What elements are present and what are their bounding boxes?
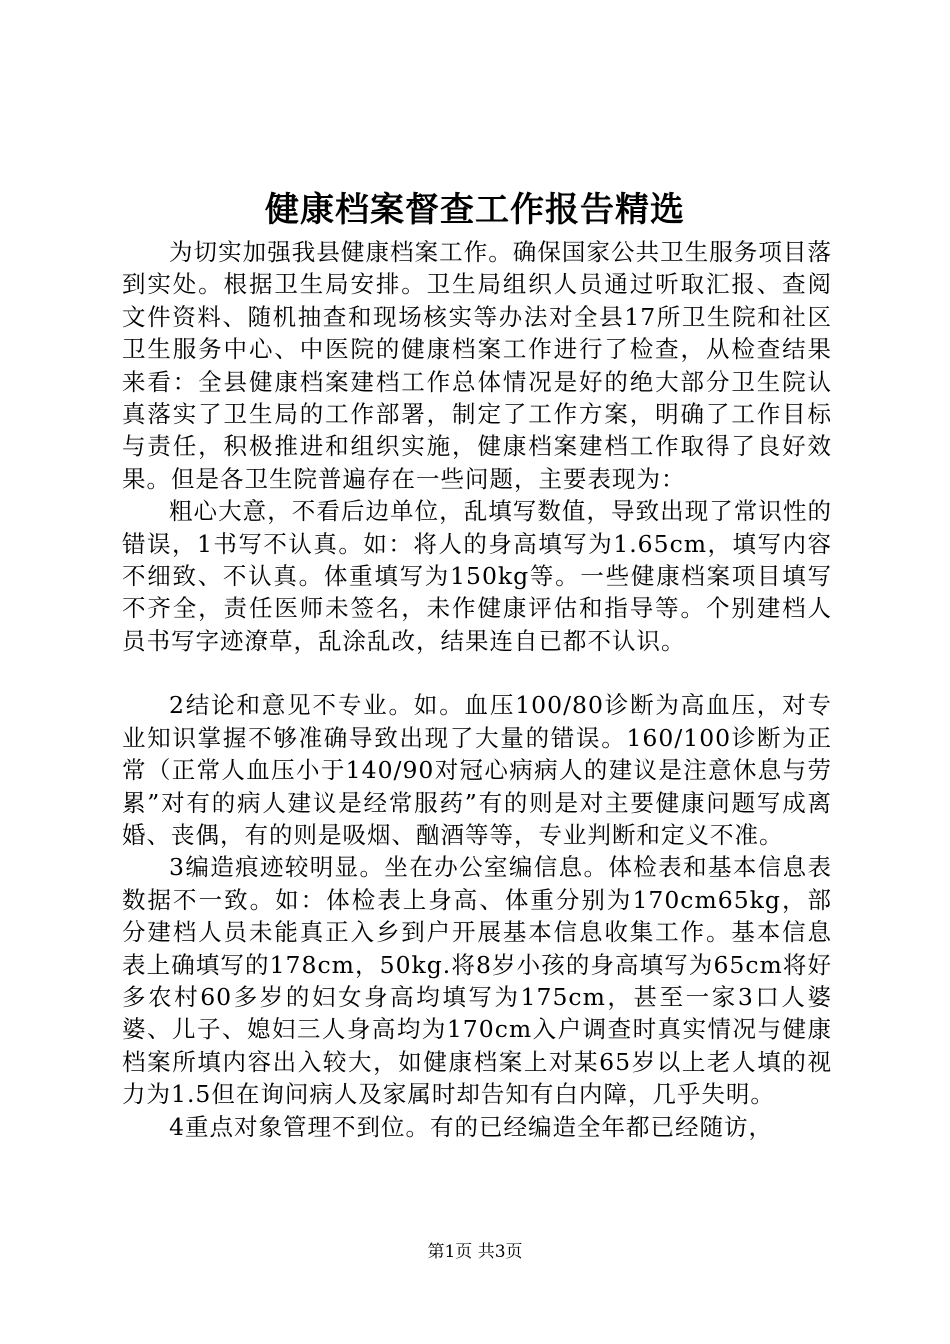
paragraph-intro: 为切实加强我县健康档案工作。确保国家公共卫生服务项目落到实处。根据卫生局安排。卫生局组织人员通过听取汇报、查阅文件资料、随机抽查和现场核实等办法对全县17所卫生院和社区卫生服务中心、中医院的健康档案工作进行了检查，从检查结果来看：全县健康档案建档工作总体情况是好的绝大部分卫生院认真落实了卫生局的工作部署，制定了工作方案，明确了工作目标与责任，积极推进和组织实施，健康档案建档工作取得了良好效果。但是各卫生院普遍存在一些问题，主要表现为： [122, 238, 832, 493]
paragraph-issue-1: 粗心大意，不看后边单位，乱填写数值，导致出现了常识性的错误，1书写不认真。如：将人的身高填写为1.65cm，填写内容不细致、不认真。体重填写为150kg等。一些健康档案项目填写不齐全，责任医师未签名，未作健康评估和指导等。个别建档人员书写字迹潦草，乱涂乱改，结果连自已都不认识。 [122, 497, 832, 655]
paragraph-issue-2: 2结论和意见不专业。如。血压100/80诊断为高血压，对专业知识掌握不够准确导致出现了大量的错误。160/100诊断为正常（正常人血压小于140/90对冠心病病人的建议是注意休息与劳累”对有的病人建议是经常服药”有的则是对主要健康问题写成离婚、丧偶，有的则是吸烟、酗酒等等，专业判断和定义不准。 [122, 691, 832, 849]
page-footer: 第1页 共3页 [427, 1242, 523, 1262]
paragraph-issue-3: 3编造痕迹较明显。坐在办公室编信息。体检表和基本信息表数据不一致。如：体检表上身高、体重分别为170cm65kg，部分建档人员未能真正入乡到户开展基本信息收集工作。基本信息表上确填写的178cm，50kg.将8岁小孩的身高填写为65cm将好多农村60多岁的妇女身高均填写为175cm，甚至一家3口人婆婆、儿子、媳妇三人身高均为170cm入户调查时真实情况与健康档案所填内容出入较大，如健康档案上对某65岁以上老人填的视力为1.5但在询问病人及家属时却告知有白内障，几乎失明。 [122, 853, 832, 1109]
document-body [122, 236, 832, 1143]
paragraph-issue-4: 4重点对象管理不到位。有的已经编造全年都已经随访， [169, 1112, 773, 1141]
document-title: 健康档案督查工作报告精选 [265, 190, 685, 230]
